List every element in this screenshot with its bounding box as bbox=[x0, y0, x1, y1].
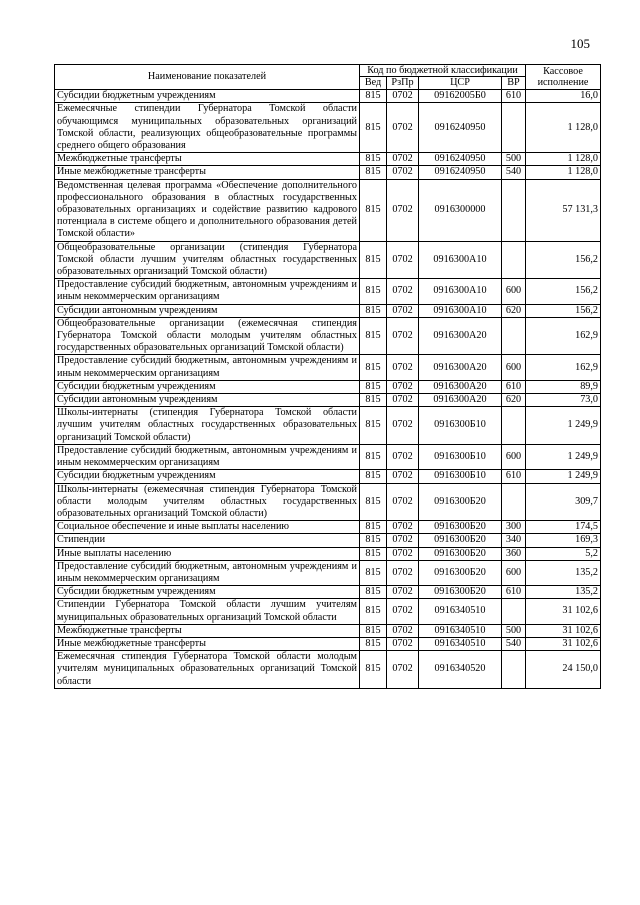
row-csr: 0916300А20 bbox=[419, 317, 502, 355]
row-rzpr: 0702 bbox=[387, 470, 419, 483]
row-csr: 0916300А10 bbox=[419, 241, 502, 279]
row-rzpr: 0702 bbox=[387, 624, 419, 637]
row-rzpr: 0702 bbox=[387, 179, 419, 241]
row-rzpr: 0702 bbox=[387, 483, 419, 521]
table-row bbox=[55, 317, 601, 355]
row-value: 309,7 bbox=[526, 483, 601, 521]
row-value: 156,2 bbox=[526, 279, 601, 304]
row-value: 162,9 bbox=[526, 355, 601, 380]
row-ved: 815 bbox=[360, 153, 387, 166]
row-ved: 815 bbox=[360, 279, 387, 304]
row-rzpr: 0702 bbox=[387, 521, 419, 534]
row-vr: 620 bbox=[502, 394, 526, 407]
row-csr: 0916340510 bbox=[419, 637, 502, 650]
row-rzpr: 0702 bbox=[387, 560, 419, 585]
row-vr: 360 bbox=[502, 547, 526, 560]
row-ved: 815 bbox=[360, 470, 387, 483]
row-value: 156,2 bbox=[526, 241, 601, 279]
row-csr: 0916300Б20 bbox=[419, 560, 502, 585]
header-execution: Кассовое исполнение bbox=[526, 65, 601, 90]
row-ved: 815 bbox=[360, 651, 387, 689]
row-name: Иные межбюджетные трансферты bbox=[55, 637, 360, 650]
row-rzpr: 0702 bbox=[387, 241, 419, 279]
row-rzpr: 0702 bbox=[387, 103, 419, 153]
row-rzpr: 0702 bbox=[387, 153, 419, 166]
row-value: 169,3 bbox=[526, 534, 601, 547]
row-rzpr: 0702 bbox=[387, 407, 419, 445]
row-name: Субсидии автономным учреждениям bbox=[55, 304, 360, 317]
row-rzpr: 0702 bbox=[387, 304, 419, 317]
row-csr: 0916340520 bbox=[419, 651, 502, 689]
table-row bbox=[55, 90, 601, 103]
row-value: 1 128,0 bbox=[526, 103, 601, 153]
row-value: 31 102,6 bbox=[526, 637, 601, 650]
row-rzpr: 0702 bbox=[387, 534, 419, 547]
row-vr: 600 bbox=[502, 560, 526, 585]
row-name: Предоставление субсидий бюджетным, автономным учреждениям и иным некоммерческим организациям bbox=[55, 560, 360, 585]
table-body bbox=[55, 90, 601, 689]
row-csr: 0916300000 bbox=[419, 179, 502, 241]
row-csr: 0916340510 bbox=[419, 624, 502, 637]
row-name: Предоставление субсидий бюджетным, автономным учреждениям и иным некоммерческим организациям bbox=[55, 279, 360, 304]
row-rzpr: 0702 bbox=[387, 599, 419, 624]
table-row bbox=[55, 241, 601, 279]
row-ved: 815 bbox=[360, 586, 387, 599]
row-ved: 815 bbox=[360, 560, 387, 585]
row-rzpr: 0702 bbox=[387, 586, 419, 599]
row-vr: 540 bbox=[502, 166, 526, 179]
row-rzpr: 0702 bbox=[387, 279, 419, 304]
row-vr bbox=[502, 103, 526, 153]
row-vr bbox=[502, 483, 526, 521]
row-rzpr: 0702 bbox=[387, 90, 419, 103]
row-vr: 610 bbox=[502, 90, 526, 103]
table-row bbox=[55, 279, 601, 304]
row-vr bbox=[502, 179, 526, 241]
row-value: 1 249,9 bbox=[526, 444, 601, 469]
row-value: 1 128,0 bbox=[526, 153, 601, 166]
row-name: Социальное обеспечение и иные выплаты населению bbox=[55, 521, 360, 534]
table-row bbox=[55, 166, 601, 179]
row-csr: 0916300Б10 bbox=[419, 470, 502, 483]
table-row bbox=[55, 470, 601, 483]
row-name: Стипендии Губернатора Томской области лучшим учителям муниципальных образовательных организаций Томской области bbox=[55, 599, 360, 624]
row-value: 174,5 bbox=[526, 521, 601, 534]
row-name: Общеобразовательные организации (стипендия Губернатора Томской области лучшим учителям областных государственных образовательных организаций Томской области) bbox=[55, 241, 360, 279]
header-ved: Вед bbox=[360, 77, 387, 90]
row-rzpr: 0702 bbox=[387, 444, 419, 469]
table-row bbox=[55, 304, 601, 317]
row-name: Ежемесячные стипендии Губернатора Томской области обучающимся муниципальных образовательных организаций Томской области, реализующих общеобразовательные программы среднего общего образования bbox=[55, 103, 360, 153]
table-row bbox=[55, 444, 601, 469]
row-rzpr: 0702 bbox=[387, 317, 419, 355]
row-csr: 0916300Б20 bbox=[419, 534, 502, 547]
table-row bbox=[55, 394, 601, 407]
table-row bbox=[55, 651, 601, 689]
row-ved: 815 bbox=[360, 534, 387, 547]
row-name: Предоставление субсидий бюджетным, автономным учреждениям и иным некоммерческим организациям bbox=[55, 444, 360, 469]
row-value: 16,0 bbox=[526, 90, 601, 103]
table-row bbox=[55, 599, 601, 624]
table-row bbox=[55, 483, 601, 521]
row-vr: 500 bbox=[502, 153, 526, 166]
row-csr: 0916300А20 bbox=[419, 355, 502, 380]
row-vr bbox=[502, 599, 526, 624]
row-name: Субсидии бюджетным учреждениям bbox=[55, 586, 360, 599]
row-value: 135,2 bbox=[526, 586, 601, 599]
row-rzpr: 0702 bbox=[387, 355, 419, 380]
row-name: Школы-интернаты (ежемесячная стипендия Губернатора Томской области молодым учителям областных государственных образовательных организаций Томской области) bbox=[55, 483, 360, 521]
row-rzpr: 0702 bbox=[387, 166, 419, 179]
row-csr: 0916300Б10 bbox=[419, 407, 502, 445]
table-row bbox=[55, 534, 601, 547]
row-value: 162,9 bbox=[526, 317, 601, 355]
row-csr: 0916300Б20 bbox=[419, 547, 502, 560]
table-row bbox=[55, 179, 601, 241]
row-ved: 815 bbox=[360, 637, 387, 650]
row-name: Иные межбюджетные трансферты bbox=[55, 166, 360, 179]
row-csr: 0916240950 bbox=[419, 166, 502, 179]
row-vr bbox=[502, 407, 526, 445]
row-vr: 600 bbox=[502, 355, 526, 380]
row-ved: 815 bbox=[360, 90, 387, 103]
row-ved: 815 bbox=[360, 483, 387, 521]
row-ved: 815 bbox=[360, 599, 387, 624]
row-csr: 0916300А20 bbox=[419, 380, 502, 393]
row-value: 24 150,0 bbox=[526, 651, 601, 689]
table-row bbox=[55, 521, 601, 534]
row-name: Иные выплаты населению bbox=[55, 547, 360, 560]
row-vr: 600 bbox=[502, 444, 526, 469]
header-row-top bbox=[55, 65, 601, 77]
table-row bbox=[55, 547, 601, 560]
row-name: Субсидии бюджетным учреждениям bbox=[55, 380, 360, 393]
row-value: 31 102,6 bbox=[526, 599, 601, 624]
row-vr: 340 bbox=[502, 534, 526, 547]
row-ved: 815 bbox=[360, 380, 387, 393]
row-ved: 815 bbox=[360, 547, 387, 560]
row-value: 1 128,0 bbox=[526, 166, 601, 179]
table-row bbox=[55, 153, 601, 166]
row-ved: 815 bbox=[360, 103, 387, 153]
row-vr: 610 bbox=[502, 586, 526, 599]
row-vr: 300 bbox=[502, 521, 526, 534]
row-name: Межбюджетные трансферты bbox=[55, 153, 360, 166]
budget-execution-table bbox=[54, 64, 601, 689]
header-vr: ВР bbox=[502, 77, 526, 90]
table-row bbox=[55, 560, 601, 585]
row-ved: 815 bbox=[360, 624, 387, 637]
row-vr: 620 bbox=[502, 304, 526, 317]
table-row bbox=[55, 637, 601, 650]
row-name: Ежемесячная стипендия Губернатора Томской области молодым учителям муниципальных образовательных организаций Томской области bbox=[55, 651, 360, 689]
table-row bbox=[55, 355, 601, 380]
row-ved: 815 bbox=[360, 241, 387, 279]
table-row bbox=[55, 624, 601, 637]
row-value: 135,2 bbox=[526, 560, 601, 585]
row-value: 5,2 bbox=[526, 547, 601, 560]
row-ved: 815 bbox=[360, 355, 387, 380]
row-rzpr: 0702 bbox=[387, 651, 419, 689]
row-value: 1 249,9 bbox=[526, 470, 601, 483]
row-rzpr: 0702 bbox=[387, 547, 419, 560]
row-ved: 815 bbox=[360, 304, 387, 317]
row-csr: 0916300А20 bbox=[419, 394, 502, 407]
row-vr: 540 bbox=[502, 637, 526, 650]
page-number: 105 bbox=[570, 36, 590, 51]
table-row bbox=[55, 103, 601, 153]
header-csr: ЦСР bbox=[419, 77, 502, 90]
row-ved: 815 bbox=[360, 444, 387, 469]
row-vr bbox=[502, 651, 526, 689]
row-name: Стипендии bbox=[55, 534, 360, 547]
row-vr: 610 bbox=[502, 380, 526, 393]
row-csr: 0916300А10 bbox=[419, 279, 502, 304]
row-value: 73,0 bbox=[526, 394, 601, 407]
row-name: Школы-интернаты (стипендия Губернатора Томской области лучшим учителям областных государственных образовательных организаций Томской области) bbox=[55, 407, 360, 445]
row-value: 156,2 bbox=[526, 304, 601, 317]
row-csr: 0916300А10 bbox=[419, 304, 502, 317]
header-rzpr: РзПр bbox=[387, 77, 419, 90]
row-vr: 600 bbox=[502, 279, 526, 304]
row-name: Субсидии бюджетным учреждениям bbox=[55, 470, 360, 483]
row-name: Межбюджетные трансферты bbox=[55, 624, 360, 637]
table-row bbox=[55, 407, 601, 445]
row-ved: 815 bbox=[360, 166, 387, 179]
row-csr: 0916300Б20 bbox=[419, 483, 502, 521]
row-csr: 0916300Б10 bbox=[419, 444, 502, 469]
row-value: 89,9 bbox=[526, 380, 601, 393]
row-name: Субсидии бюджетным учреждениям bbox=[55, 90, 360, 103]
row-ved: 815 bbox=[360, 407, 387, 445]
row-name: Ведомственная целевая программа «Обеспечение дополнительного профессионального образования в областных государственных образовательных организациях и содействие развитию кадрового потенциала в системе общего и дополнительного образования детей Томской области» bbox=[55, 179, 360, 241]
row-vr bbox=[502, 317, 526, 355]
row-csr: 0916240950 bbox=[419, 103, 502, 153]
row-vr: 610 bbox=[502, 470, 526, 483]
row-csr: 0916300Б20 bbox=[419, 586, 502, 599]
row-ved: 815 bbox=[360, 179, 387, 241]
row-csr: 0916300Б20 bbox=[419, 521, 502, 534]
row-csr: 09162005Б0 bbox=[419, 90, 502, 103]
row-csr: 0916240950 bbox=[419, 153, 502, 166]
row-rzpr: 0702 bbox=[387, 637, 419, 650]
row-vr: 500 bbox=[502, 624, 526, 637]
row-ved: 815 bbox=[360, 317, 387, 355]
row-rzpr: 0702 bbox=[387, 394, 419, 407]
row-value: 31 102,6 bbox=[526, 624, 601, 637]
row-name: Предоставление субсидий бюджетным, автономным учреждениям и иным некоммерческим организациям bbox=[55, 355, 360, 380]
row-ved: 815 bbox=[360, 394, 387, 407]
table-row bbox=[55, 380, 601, 393]
header-name: Наименование показателей bbox=[55, 65, 360, 90]
row-ved: 815 bbox=[360, 521, 387, 534]
table-row bbox=[55, 586, 601, 599]
row-value: 57 131,3 bbox=[526, 179, 601, 241]
row-csr: 0916340510 bbox=[419, 599, 502, 624]
row-name: Общеобразовательные организации (ежемесячная стипендия Губернатора Томской области молодым учителям областных государственных образовательных организаций Томской области) bbox=[55, 317, 360, 355]
row-name: Субсидии автономным учреждениям bbox=[55, 394, 360, 407]
row-rzpr: 0702 bbox=[387, 380, 419, 393]
row-value: 1 249,9 bbox=[526, 407, 601, 445]
header-code-group: Код по бюджетной классификации bbox=[360, 65, 526, 77]
row-vr bbox=[502, 241, 526, 279]
